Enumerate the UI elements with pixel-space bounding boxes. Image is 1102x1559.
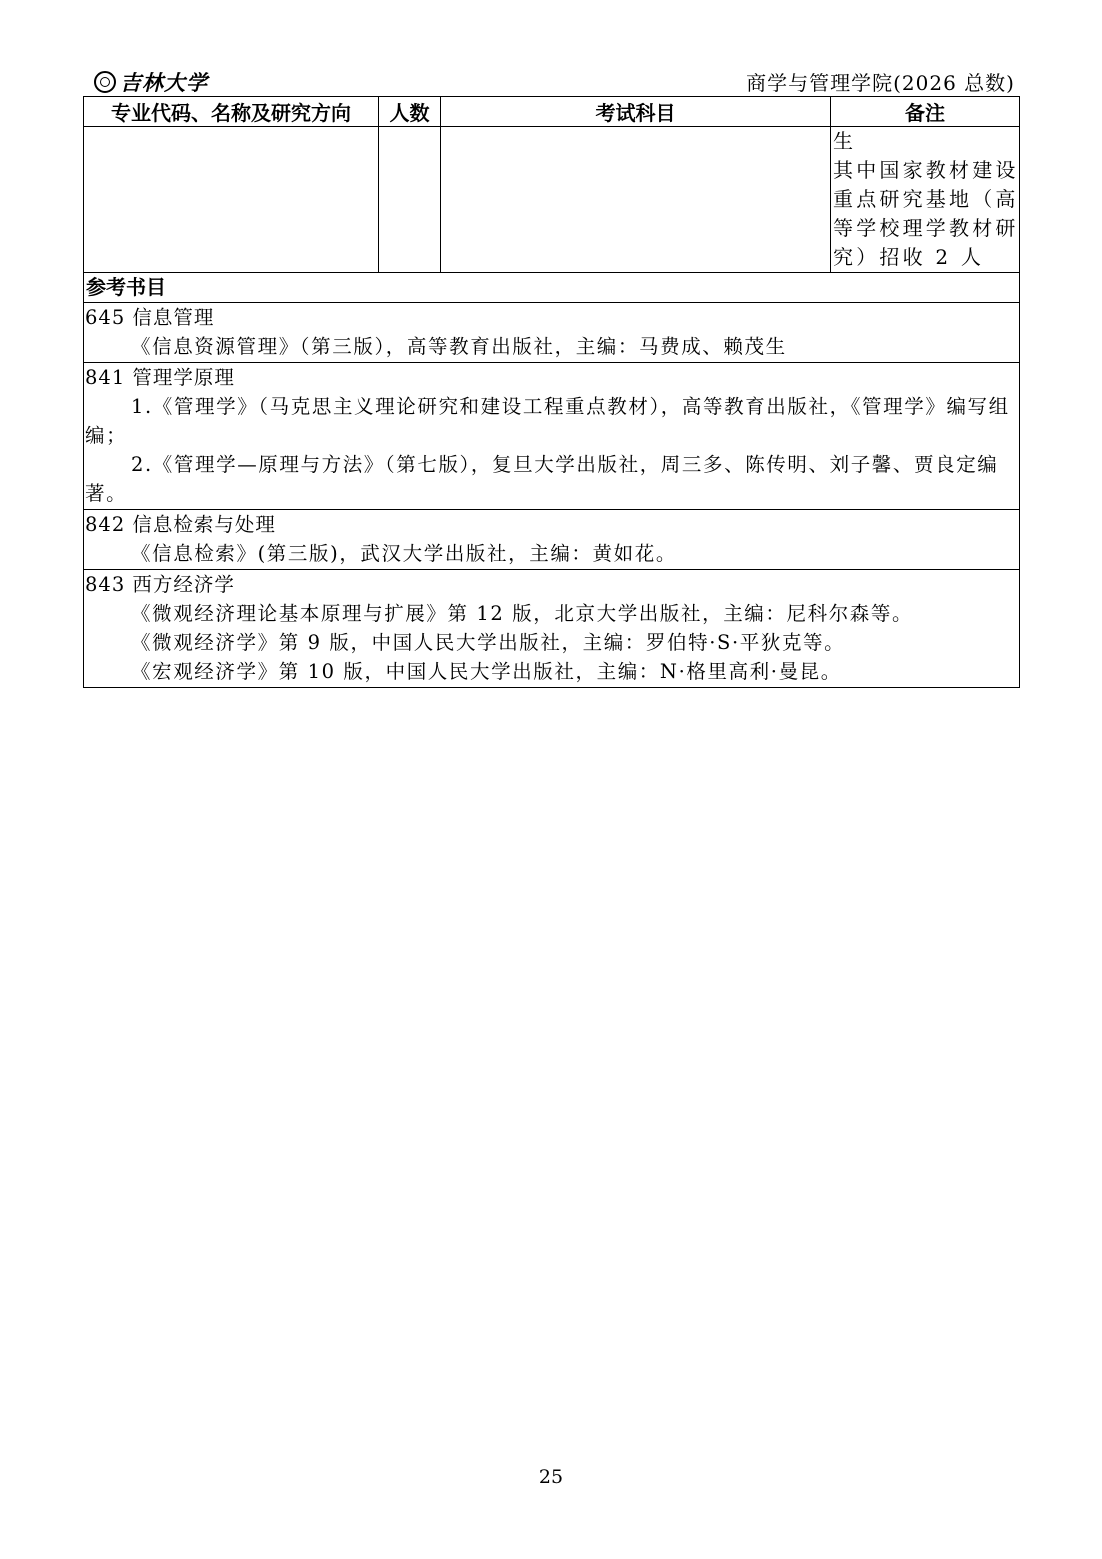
header-title: 商学与管理学院(2026 总数) [746, 71, 1015, 95]
column-header-count: 人数 [379, 97, 441, 127]
table-row [84, 127, 1020, 273]
column-header-major: 专业代码、名称及研究方向 [84, 97, 379, 127]
note-line: 生 [833, 129, 857, 153]
reference-section [84, 303, 1020, 363]
reference-section-645 [84, 303, 1020, 363]
column-header-notes: 备注 [831, 97, 1020, 127]
reference-title: 842 信息检索与处理 [85, 513, 276, 536]
reference-section [84, 510, 1020, 570]
count-cell [379, 127, 441, 273]
reference-title: 841 管理学原理 [85, 366, 235, 389]
reference-item: 1.《管理学》（马克思主义理论研究和建设工程重点教材），高等教育出版社，《管理学》编写组编； [85, 395, 1010, 447]
reference-item: 《信息检索》(第三版)，武汉大学出版社，主编：黄如花。 [131, 542, 677, 565]
major-cell [84, 127, 379, 273]
reference-title: 645 信息管理 [85, 306, 215, 329]
reference-section [84, 570, 1020, 688]
page-number: 25 [538, 1466, 564, 1488]
reference-section [84, 363, 1020, 510]
university-logo [94, 68, 208, 96]
note-line: 究）招收 2 人 [833, 245, 985, 269]
reference-section-843 [84, 570, 1020, 688]
reference-item: 《宏观经济学》第 10 版，中国人民大学出版社，主编：N·格里高利·曼昆。 [131, 660, 842, 683]
note-line: 重点研究基地（高 [833, 187, 1019, 211]
logo-text: 吉林大学 [120, 70, 208, 95]
seal-icon [94, 71, 116, 93]
page-header [84, 66, 1019, 96]
note-line: 其中国家教材建设 [833, 158, 1019, 182]
reference-item: 2.《管理学—原理与方法》（第七版），复旦大学出版社，周三多、陈传明、刘子馨、贾良定编著。 [85, 453, 999, 505]
note-line: 等学校理学教材研 [833, 216, 1019, 240]
reference-item: 《信息资源管理》（第三版），高等教育出版社，主编：马费成、赖茂生 [131, 335, 787, 358]
column-header-subjects: 考试科目 [441, 97, 831, 127]
reference-section-841 [84, 363, 1020, 510]
reference-heading-row [84, 273, 1020, 303]
admission-table [83, 96, 1020, 688]
table-header-row [84, 97, 1020, 127]
reference-item: 《微观经济学》第 9 版，中国人民大学出版社，主编：罗伯特·S·平狄克等。 [131, 631, 846, 654]
reference-item: 《微观经济理论基本原理与扩展》第 12 版，北京大学出版社，主编：尼科尔森等。 [131, 602, 914, 625]
reference-title: 843 西方经济学 [85, 573, 235, 596]
reference-section-842 [84, 510, 1020, 570]
reference-heading: 参考书目 [84, 273, 1020, 303]
notes-cell [831, 127, 1020, 273]
subjects-cell [441, 127, 831, 273]
